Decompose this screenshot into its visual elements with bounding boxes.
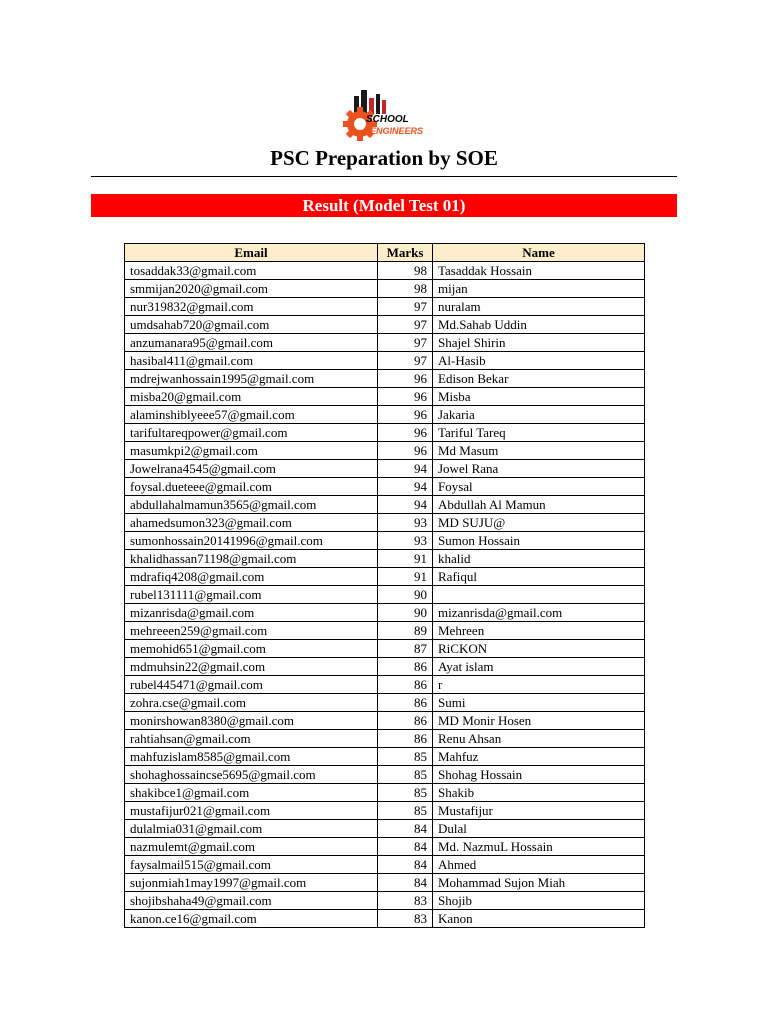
- marks-cell: 97: [378, 316, 433, 334]
- table-row: [125, 766, 645, 784]
- marks-cell: 94: [378, 496, 433, 514]
- table-row: [125, 334, 645, 352]
- name-cell: Misba: [433, 388, 645, 406]
- name-cell: Tariful Tareq: [433, 424, 645, 442]
- name-cell: r: [433, 676, 645, 694]
- marks-cell: 98: [378, 262, 433, 280]
- result-banner: Result (Model Test 01): [91, 194, 677, 217]
- marks-cell: 85: [378, 802, 433, 820]
- email-cell: mahfuzislam8585@gmail.com: [125, 748, 378, 766]
- name-cell: Al-Hasib: [433, 352, 645, 370]
- table-row: [125, 352, 645, 370]
- table-row: [125, 586, 645, 604]
- name-cell: Shohag Hossain: [433, 766, 645, 784]
- table-row: [125, 856, 645, 874]
- marks-cell: 90: [378, 586, 433, 604]
- marks-cell: 94: [378, 478, 433, 496]
- email-cell: tosaddak33@gmail.com: [125, 262, 378, 280]
- name-cell: Md. NazmuL Hossain: [433, 838, 645, 856]
- table-header-row: [125, 244, 645, 262]
- marks-cell: 89: [378, 622, 433, 640]
- table-row: [125, 550, 645, 568]
- marks-cell: 93: [378, 514, 433, 532]
- name-cell: MD SUJU@: [433, 514, 645, 532]
- marks-cell: 84: [378, 820, 433, 838]
- email-cell: khalidhassan71198@gmail.com: [125, 550, 378, 568]
- marks-cell: 96: [378, 424, 433, 442]
- table-row: [125, 442, 645, 460]
- table-row: [125, 604, 645, 622]
- table-row: [125, 478, 645, 496]
- table-row: [125, 280, 645, 298]
- email-cell: anzumanara95@gmail.com: [125, 334, 378, 352]
- marks-cell: 96: [378, 406, 433, 424]
- table-row: [125, 568, 645, 586]
- marks-cell: 96: [378, 388, 433, 406]
- marks-cell: 85: [378, 748, 433, 766]
- marks-cell: 97: [378, 334, 433, 352]
- email-cell: mdmuhsin22@gmail.com: [125, 658, 378, 676]
- table-row: [125, 532, 645, 550]
- table-row: [125, 514, 645, 532]
- email-cell: sujonmiah1may1997@gmail.com: [125, 874, 378, 892]
- name-cell: Shajel Shirin: [433, 334, 645, 352]
- name-cell: Ahmed: [433, 856, 645, 874]
- name-cell: Mohammad Sujon Miah: [433, 874, 645, 892]
- table-row: [125, 424, 645, 442]
- email-cell: dulalmia031@gmail.com: [125, 820, 378, 838]
- email-cell: shojibshaha49@gmail.com: [125, 892, 378, 910]
- email-cell: rahtiahsan@gmail.com: [125, 730, 378, 748]
- marks-cell: 86: [378, 658, 433, 676]
- marks-cell: 96: [378, 370, 433, 388]
- email-cell: mdrafiq4208@gmail.com: [125, 568, 378, 586]
- logo-text-school: SCHOOL: [366, 114, 409, 125]
- marks-cell: 86: [378, 676, 433, 694]
- email-cell: faysalmail515@gmail.com: [125, 856, 378, 874]
- name-cell: Shojib: [433, 892, 645, 910]
- name-cell: Sumon Hossain: [433, 532, 645, 550]
- email-cell: rubel131111@gmail.com: [125, 586, 378, 604]
- name-cell: Mahfuz: [433, 748, 645, 766]
- name-cell: Ayat islam: [433, 658, 645, 676]
- name-cell: mijan: [433, 280, 645, 298]
- marks-cell: 84: [378, 838, 433, 856]
- table-row: [125, 622, 645, 640]
- gear-buildings-logo-icon: [340, 86, 430, 144]
- table-row: [125, 892, 645, 910]
- email-cell: mehreeen259@gmail.com: [125, 622, 378, 640]
- name-cell: Rafiqul: [433, 568, 645, 586]
- results-table: [124, 243, 645, 928]
- email-cell: Jowelrana4545@gmail.com: [125, 460, 378, 478]
- table-row: [125, 460, 645, 478]
- table-row: [125, 784, 645, 802]
- email-cell: shohaghossaincse5695@gmail.com: [125, 766, 378, 784]
- name-cell: Shakib: [433, 784, 645, 802]
- name-cell: Dulal: [433, 820, 645, 838]
- marks-cell: 90: [378, 604, 433, 622]
- marks-cell: 83: [378, 892, 433, 910]
- email-cell: kanon.ce16@gmail.com: [125, 910, 378, 928]
- logo-text-engineers: ENGINEERS: [370, 126, 424, 136]
- table-row: [125, 676, 645, 694]
- name-cell: Jowel Rana: [433, 460, 645, 478]
- marks-cell: 91: [378, 550, 433, 568]
- name-cell: Sumi: [433, 694, 645, 712]
- email-cell: smmijan2020@gmail.com: [125, 280, 378, 298]
- marks-cell: 85: [378, 766, 433, 784]
- email-cell: foysal.dueteee@gmail.com: [125, 478, 378, 496]
- marks-cell: 83: [378, 910, 433, 928]
- name-cell: Renu Ahsan: [433, 730, 645, 748]
- email-cell: sumonhossain20141996@gmail.com: [125, 532, 378, 550]
- email-cell: rubel445471@gmail.com: [125, 676, 378, 694]
- email-cell: mustafijur021@gmail.com: [125, 802, 378, 820]
- marks-cell: 97: [378, 298, 433, 316]
- name-cell: nuralam: [433, 298, 645, 316]
- marks-cell: 91: [378, 568, 433, 586]
- email-cell: alaminshiblyeee57@gmail.com: [125, 406, 378, 424]
- title-divider: [91, 176, 677, 177]
- name-cell: [433, 586, 645, 604]
- email-cell: ahamedsumon323@gmail.com: [125, 514, 378, 532]
- email-cell: misba20@gmail.com: [125, 388, 378, 406]
- school-of-engineers-logo: [340, 86, 430, 144]
- name-cell: Md Masum: [433, 442, 645, 460]
- table-row: [125, 874, 645, 892]
- table-row: [125, 388, 645, 406]
- name-cell: Kanon: [433, 910, 645, 928]
- marks-cell: 97: [378, 352, 433, 370]
- marks-cell: 86: [378, 730, 433, 748]
- header-email: Email: [125, 244, 378, 262]
- page-title: PSC Preparation by SOE: [270, 146, 498, 170]
- marks-cell: 86: [378, 712, 433, 730]
- email-cell: tarifultareqpower@gmail.com: [125, 424, 378, 442]
- table-row: [125, 658, 645, 676]
- table-row: [125, 802, 645, 820]
- marks-cell: 94: [378, 460, 433, 478]
- name-cell: Mehreen: [433, 622, 645, 640]
- marks-cell: 86: [378, 694, 433, 712]
- name-cell: Mustafijur: [433, 802, 645, 820]
- name-cell: Foysal: [433, 478, 645, 496]
- marks-cell: 93: [378, 532, 433, 550]
- email-cell: umdsahab720@gmail.com: [125, 316, 378, 334]
- table-row: [125, 262, 645, 280]
- marks-cell: 96: [378, 442, 433, 460]
- marks-cell: 85: [378, 784, 433, 802]
- marks-cell: 98: [378, 280, 433, 298]
- table-row: [125, 730, 645, 748]
- table-row: [125, 496, 645, 514]
- table-row: [125, 370, 645, 388]
- email-cell: nazmulemt@gmail.com: [125, 838, 378, 856]
- email-cell: abdullahalmamun3565@gmail.com: [125, 496, 378, 514]
- email-cell: shakibce1@gmail.com: [125, 784, 378, 802]
- email-cell: mdrejwanhossain1995@gmail.com: [125, 370, 378, 388]
- email-cell: nur319832@gmail.com: [125, 298, 378, 316]
- email-cell: masumkpi2@gmail.com: [125, 442, 378, 460]
- name-cell: Tasaddak Hossain: [433, 262, 645, 280]
- table-row: [125, 838, 645, 856]
- header-marks: Marks: [378, 244, 433, 262]
- table-row: [125, 316, 645, 334]
- email-cell: monirshowan8380@gmail.com: [125, 712, 378, 730]
- table-row: [125, 910, 645, 928]
- name-cell: Edison Bekar: [433, 370, 645, 388]
- name-cell: RiCKON: [433, 640, 645, 658]
- email-cell: memohid651@gmail.com: [125, 640, 378, 658]
- name-cell: mizanrisda@gmail.com: [433, 604, 645, 622]
- name-cell: Md.Sahab Uddin: [433, 316, 645, 334]
- table-row: [125, 820, 645, 838]
- header-name: Name: [433, 244, 645, 262]
- table-row: [125, 640, 645, 658]
- table-row: [125, 748, 645, 766]
- name-cell: khalid: [433, 550, 645, 568]
- marks-cell: 84: [378, 874, 433, 892]
- name-cell: Jakaria: [433, 406, 645, 424]
- name-cell: MD Monir Hosen: [433, 712, 645, 730]
- marks-cell: 87: [378, 640, 433, 658]
- email-cell: mizanrisda@gmail.com: [125, 604, 378, 622]
- table-row: [125, 694, 645, 712]
- email-cell: zohra.cse@gmail.com: [125, 694, 378, 712]
- table-row: [125, 712, 645, 730]
- marks-cell: 84: [378, 856, 433, 874]
- table-row: [125, 406, 645, 424]
- email-cell: hasibal411@gmail.com: [125, 352, 378, 370]
- table-row: [125, 298, 645, 316]
- name-cell: Abdullah Al Mamun: [433, 496, 645, 514]
